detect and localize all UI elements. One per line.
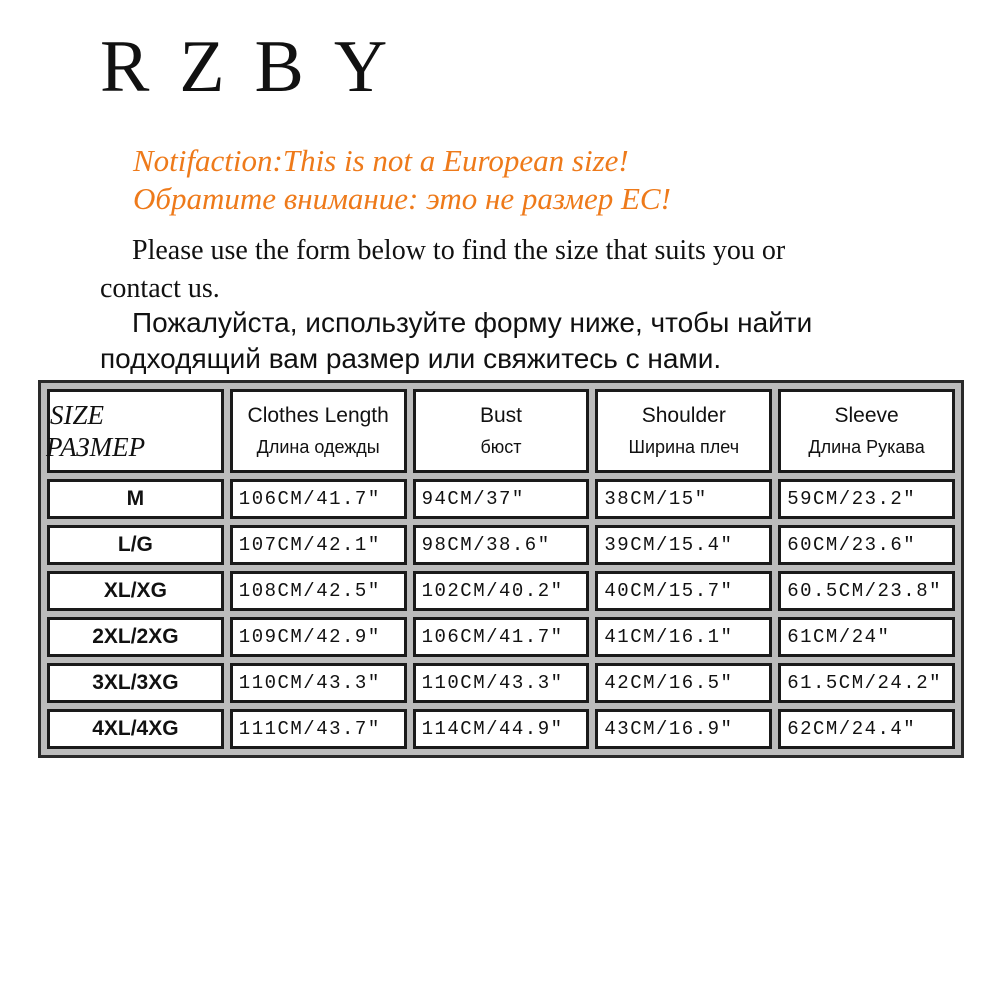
header-clothes-length-ru: Длина одежды [256, 437, 380, 457]
clothes-length-value: 110CM/43.3" [230, 663, 407, 703]
header-size [47, 389, 224, 473]
shoulder-value: 38CM/15" [595, 479, 772, 519]
sleeve-value: 61.5CM/24.2" [778, 663, 955, 703]
sleeve-value: 61CM/24" [778, 617, 955, 657]
bust-value: 102CM/40.2" [413, 571, 590, 611]
notice-en: Notifaction:This is not a European size! [133, 143, 629, 178]
size-label: XL/XG [47, 571, 224, 611]
bust-value: 114CM/44.9" [413, 709, 590, 749]
size-notice [133, 142, 671, 218]
header-shoulder-ru: Ширина плеч [628, 437, 740, 457]
table-row [47, 617, 955, 657]
clothes-length-value: 111CM/43.7" [230, 709, 407, 749]
table-row [47, 479, 955, 519]
clothes-length-value: 106CM/41.7" [230, 479, 407, 519]
header-shoulder-en: Shoulder [641, 404, 726, 427]
bust-value: 98CM/38.6" [413, 525, 590, 565]
instructions-en-line1: Please use the form below to find the size that suits you or [132, 235, 786, 266]
sleeve-value: 60CM/23.6" [778, 525, 955, 565]
clothes-length-value: 108CM/42.5" [230, 571, 407, 611]
header-clothes-length [230, 389, 407, 473]
header-size-en: SIZE [50, 400, 104, 430]
instructions-en-line2: contact us. [100, 273, 220, 304]
shoulder-value: 43CM/16.9" [595, 709, 772, 749]
size-label: M [47, 479, 224, 519]
header-sleeve-en: Sleeve [834, 404, 899, 427]
table-row [47, 571, 955, 611]
header-size-ru: РАЗМЕР [46, 432, 146, 462]
sleeve-value: 62CM/24.4" [778, 709, 955, 749]
table-row [47, 525, 955, 565]
header-sleeve [778, 389, 955, 473]
shoulder-value: 40CM/15.7" [595, 571, 772, 611]
header-bust-en: Bust [479, 404, 522, 427]
size-label: 3XL/3XG [47, 663, 224, 703]
notice-ru: Обратите внимание: это не размер ЕС! [133, 181, 671, 216]
bust-value: 94CM/37" [413, 479, 590, 519]
bust-value: 106CM/41.7" [413, 617, 590, 657]
clothes-length-value: 107CM/42.1" [230, 525, 407, 565]
instructions-en [100, 232, 960, 308]
table-header-row [47, 389, 955, 473]
size-label: L/G [47, 525, 224, 565]
shoulder-value: 42CM/16.5" [595, 663, 772, 703]
shoulder-value: 39CM/15.4" [595, 525, 772, 565]
bust-value: 110CM/43.3" [413, 663, 590, 703]
size-chart-table [38, 380, 964, 758]
header-clothes-length-en: Clothes Length [247, 404, 389, 427]
header-sleeve-ru: Длина Рукава [808, 437, 925, 457]
size-label: 2XL/2XG [47, 617, 224, 657]
clothes-length-value: 109CM/42.9" [230, 617, 407, 657]
brand-logo: RZBY [100, 26, 418, 108]
table-row [47, 663, 955, 703]
header-bust [413, 389, 590, 473]
sleeve-value: 60.5CM/23.8" [778, 571, 955, 611]
header-shoulder [595, 389, 772, 473]
instructions-ru-line1: Пожалуйста, используйте форму ниже, чтобы найти [132, 307, 813, 338]
shoulder-value: 41CM/16.1" [595, 617, 772, 657]
header-bust-ru: бюст [480, 437, 522, 457]
instructions-ru [100, 305, 960, 377]
size-label: 4XL/4XG [47, 709, 224, 749]
table-row [47, 709, 955, 749]
sleeve-value: 59CM/23.2" [778, 479, 955, 519]
instructions-ru-line2: подходящий вам размер или свяжитесь с нами. [100, 343, 722, 374]
